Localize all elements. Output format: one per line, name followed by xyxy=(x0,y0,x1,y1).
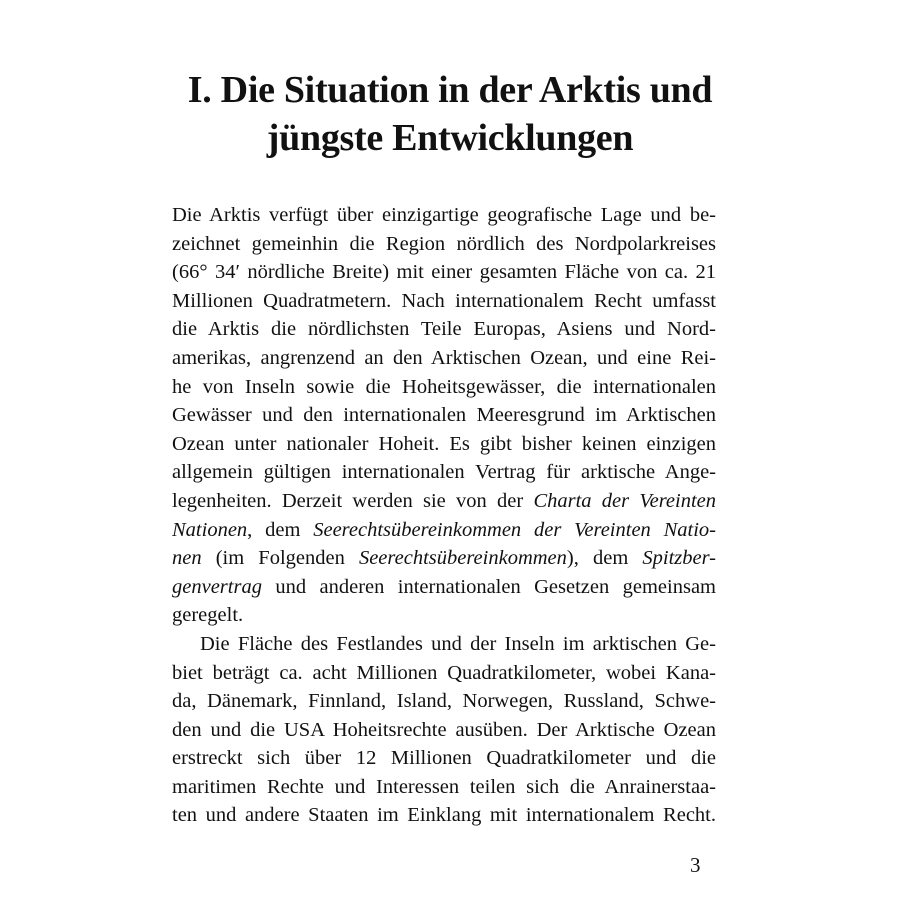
text-line: geregelt. xyxy=(172,604,244,627)
body-text xyxy=(172,201,716,830)
text-line xyxy=(172,544,716,573)
text-line: Die Arktis verfügt über einzigartige geografische Lage und be- xyxy=(172,204,716,226)
text-line: maritimen Rechte und Interessen teilen sich die Anrainerstaa- xyxy=(172,775,716,798)
chapter-heading-line-2: jüngste Entwicklungen xyxy=(266,117,634,159)
text-line: allgemein gültigen internationalen Vertrag für arktische Ange- xyxy=(172,461,716,484)
text-line: Ozean unter nationaler Hoheit. Es gibt bisher keinen einzigen xyxy=(172,432,716,455)
text-line xyxy=(172,516,716,545)
text-line: da, Dänemark, Finnland, Island, Norwegen, Russland, Schwe- xyxy=(172,690,716,713)
italic-title-spitzbergen: Spitzber- xyxy=(642,547,716,570)
text-segment: (im Folgenden xyxy=(201,547,359,570)
italic-title-seerecht: Seerechtsübereinkommen der Vereinten Natio- xyxy=(313,518,716,541)
page-number: 3 xyxy=(690,853,701,877)
italic-title-charta: Charta der Vereinten xyxy=(533,489,716,512)
text-line xyxy=(172,487,716,516)
italic-title-charta-end: Nationen xyxy=(172,518,248,541)
text-segment: legenheiten. Derzeit werden sie von der xyxy=(172,489,534,512)
text-line: Millionen Quadratmetern. Nach internationalem Recht umfasst xyxy=(172,289,716,312)
text-line: (66° 34′ nördliche Breite) mit einer gesamten Fläche von ca. 21 xyxy=(172,261,716,284)
text-line: amerikas, angrenzend an den Arktischen Ozean, und eine Rei- xyxy=(172,346,716,369)
italic-short-title: Seerechtsübereinkommen xyxy=(358,547,567,570)
text-line: die Arktis die nördlichsten Teile Europas, Asiens und Nord- xyxy=(172,318,716,341)
text-line: Gewässer und den internationalen Meeresgrund im Arktischen xyxy=(172,404,716,427)
paragraph-1 xyxy=(172,201,716,630)
italic-title-seerecht-end: nen xyxy=(172,547,202,570)
text-line: zeichnet gemeinhin die Region nördlich des Nordpolarkreises xyxy=(172,232,716,255)
chapter-heading xyxy=(150,66,750,162)
italic-title-spitzbergen-end: genvertrag xyxy=(172,575,262,598)
text-line: Die Fläche des Festlandes und der Inseln im arktischen Ge- xyxy=(200,632,716,655)
text-line: den und die USA Hoheitsrechte ausüben. Der Arktische Ozean xyxy=(172,718,716,741)
text-line: erstreckt sich über 12 Millionen Quadratkilometer und die xyxy=(172,747,716,770)
text-segment: ), dem xyxy=(566,547,643,570)
text-segment: und anderen internationalen Gesetzen gemeinsam xyxy=(261,575,716,598)
paragraph-2 xyxy=(172,630,716,830)
text-line: he von Inseln sowie die Hoheitsgewässer, die internationalen xyxy=(172,375,716,398)
chapter-heading-line-1: I. Die Situation in der Arktis und xyxy=(187,69,713,111)
text-segment: , dem xyxy=(247,518,314,541)
text-line xyxy=(172,573,716,602)
text-line: biet beträgt ca. acht Millionen Quadratkilometer, wobei Kana- xyxy=(172,661,716,684)
text-line: ten und andere Staaten im Einklang mit internationalem Recht. xyxy=(172,804,716,827)
